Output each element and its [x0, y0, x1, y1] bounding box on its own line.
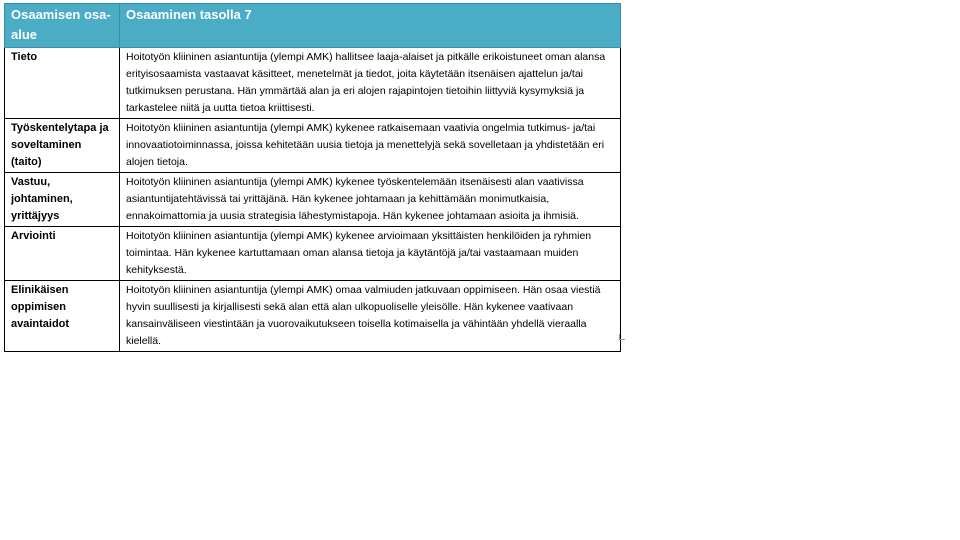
header-level: Osaaminen tasolla 7 — [120, 4, 621, 48]
table-row — [5, 48, 621, 119]
row-area-cell: Arviointi — [5, 227, 120, 281]
row-description-cell: Hoitotyön kliininen asiantuntija (ylempi AMK) kykenee ratkaisemaan vaativia ongelmia tutkimus- ja/tai innovaatiotoiminnassa, joissa kehitetään uusia tietoja ja menettelyjä sekä sovelletaan ja yhdistetään eri alojen tietoja. — [120, 119, 621, 173]
row-area-cell: Työskentelytapa ja soveltaminen (taito) — [5, 119, 120, 173]
row-description-cell: Hoitotyön kliininen asiantuntija (ylempi AMK) hallitsee laaja-alaiset ja pitkälle erikoistuneet oman alansa erityisosaamista vastaavat käsitteet, menetelmät ja tiedot, joita käytetään itsenäisen ajattelun ja/tai tutkimuksen perustana. Hän ymmärtää alan ja eri alojen rajapintojen tietoihin liittyviä kysymyksiä ja tarkastelee niitä ja uutta tietoa kriittisesti. — [120, 48, 621, 119]
row-description-cell: Hoitotyön kliininen asiantuntija (ylempi AMK) kykenee arvioimaan yksittäisten henkilöiden ja ryhmien toimintaa. Hän kykenee kartuttamaan oman alansa tietoja ja käytäntöjä ja/tai vastaamaan muiden kehityksestä. — [120, 227, 621, 281]
table-header-row — [5, 4, 621, 48]
row-description-cell: Hoitotyön kliininen asiantuntija (ylempi AMK) kykenee työskentelemään itsenäisesti alan vaativissa asiantuntijatehtävissä tai yrittäjänä. Hän kykenee johtamaan ja kehittämään monimutkaisia, ennakoimattomia ja uusia strategisia lähestymistapoja. Hän kykenee johtamaan asioita ja ihmisiä. — [120, 173, 621, 227]
table-row — [5, 119, 621, 173]
row-area-cell: Elinikäisen oppimisen avaintaidot — [5, 281, 120, 352]
row-area-cell: Vastuu, johtaminen, yrittäjyys — [5, 173, 120, 227]
header-area: Osaamisen osa-alue — [5, 4, 120, 48]
competence-table — [4, 3, 621, 352]
table-row — [5, 281, 621, 352]
table-row — [5, 173, 621, 227]
row-description-cell: Hoitotyön kliininen asiantuntija (ylempi AMK) omaa valmiuden jatkuvaan oppimiseen. Hän osaa viestiä hyvin suullisesti ja kirjallisesti sekä alan että alan ulkopuoliselle yleisölle. Hän kykenee vaativaan kansainväliseen viestintään ja vuorovaikutukseen toisella kotimaisella ja vähintään yhdellä vieraalla kielellä. — [120, 281, 621, 352]
row-area-cell: Tieto — [5, 48, 120, 119]
table-resize-handle-icon[interactable] — [619, 334, 625, 340]
table-row — [5, 227, 621, 281]
